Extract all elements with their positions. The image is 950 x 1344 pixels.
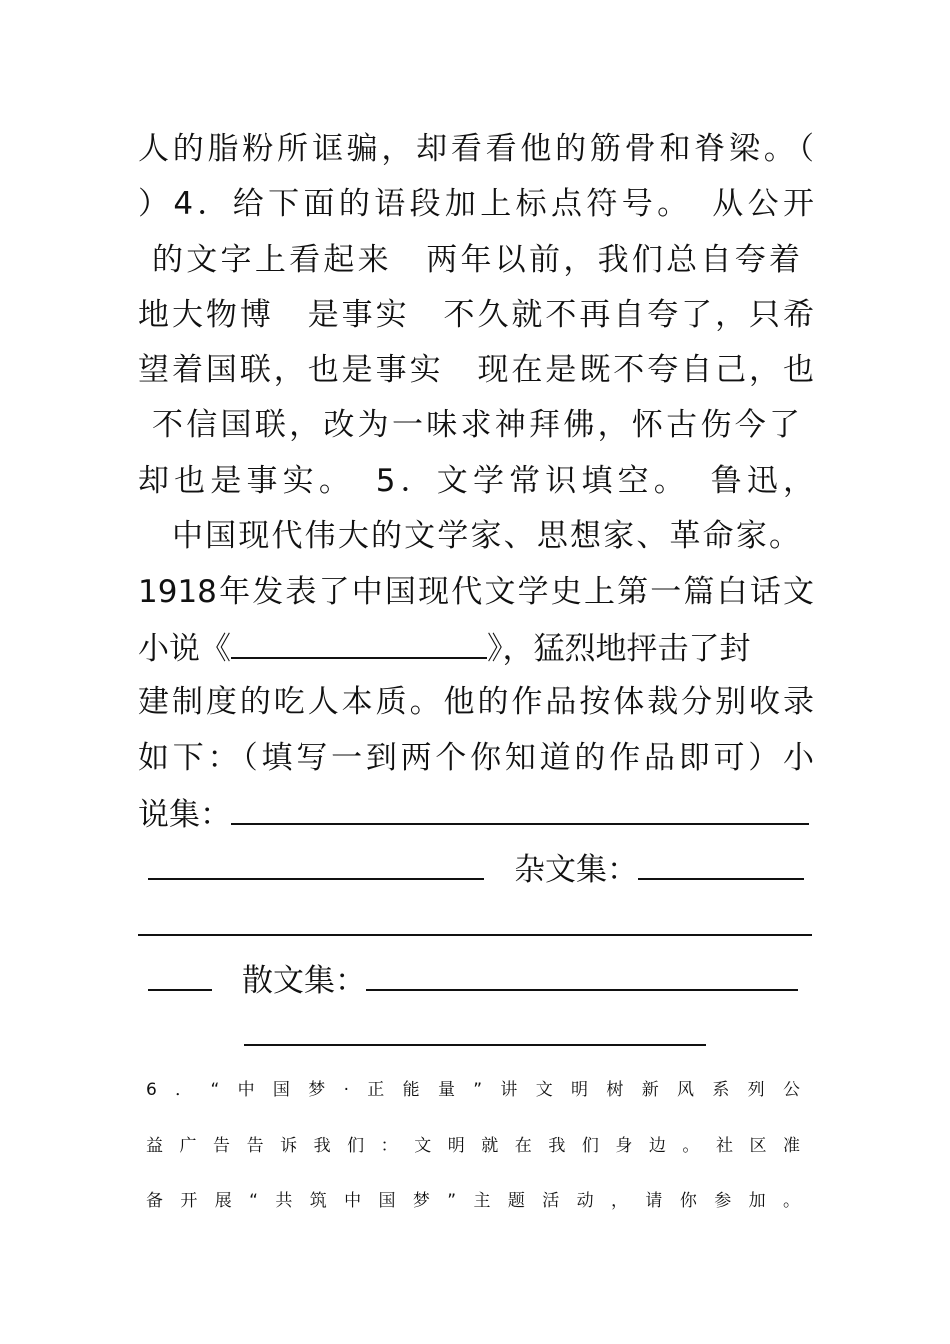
text-line-7: 却也是事实。 5．文学常识填空。 鲁迅， — [138, 463, 814, 499]
text-line-13 — [138, 793, 814, 833]
essay-collection-label: 杂文集： — [514, 852, 638, 888]
answer-blank-essays-2[interactable] — [138, 904, 812, 936]
text-line-4: 地大物博 是事实 不久就不再自夸了，只希 — [138, 297, 814, 333]
text-line-16 — [148, 959, 814, 999]
prose-collection-label: 散文集： — [242, 963, 366, 999]
question-6-line-3: 备开展“共筑中国梦”主题活动，请你参加。 — [146, 1191, 806, 1211]
novel-label-end: 》，猛烈地抨击了封 — [487, 631, 751, 667]
text-line-15 — [138, 904, 814, 944]
answer-blank-prose-2[interactable] — [244, 1014, 706, 1046]
text-line-9: 1918年发表了中国现代文学史上第一篇白话文 — [138, 574, 814, 610]
novel-label: 小说《 — [138, 631, 231, 667]
text-line-17 — [244, 1014, 714, 1054]
text-line-8: 中国现代伟大的文学家、思想家、革命家。 — [172, 518, 800, 554]
text-line-3: 的文字上看起来 两年以前，我们总自夸着 — [152, 242, 800, 278]
text-line-14 — [148, 848, 814, 888]
text-line-2: ）4．给下面的语段加上标点符号。 从公开 — [138, 186, 814, 222]
text-line-1: 人的脂粉所诓骗，却看看他的筋骨和脊梁。（ — [138, 131, 814, 167]
text-line-10 — [138, 627, 814, 667]
answer-blank-stories-1[interactable] — [231, 793, 809, 825]
answer-blank-prose-1[interactable] — [366, 959, 798, 991]
text-line-12: 如下：（填写一到两个你知道的作品即可）小 — [138, 740, 814, 776]
answer-blank-novel[interactable] — [231, 627, 487, 659]
text-line-6: 不信国联，改为一味求神拜佛，怀古伤今了 — [152, 407, 800, 443]
answer-blank-essays-3[interactable] — [148, 959, 212, 991]
answer-blank-stories-2[interactable] — [148, 848, 484, 880]
story-collection-label: 说集： — [138, 797, 231, 833]
question-6-line-1: 6．“中国梦·正能量”讲文明树新风系列公 — [146, 1080, 806, 1100]
answer-blank-essays-1[interactable] — [638, 848, 804, 880]
text-line-11: 建制度的吃人本质。他的作品按体裁分别收录 — [138, 684, 814, 720]
question-6-line-2: 益广告告诉我们：文明就在我们身边。社区准 — [146, 1136, 806, 1156]
text-line-5: 望着国联，也是事实 现在是既不夸自己，也 — [138, 352, 814, 388]
